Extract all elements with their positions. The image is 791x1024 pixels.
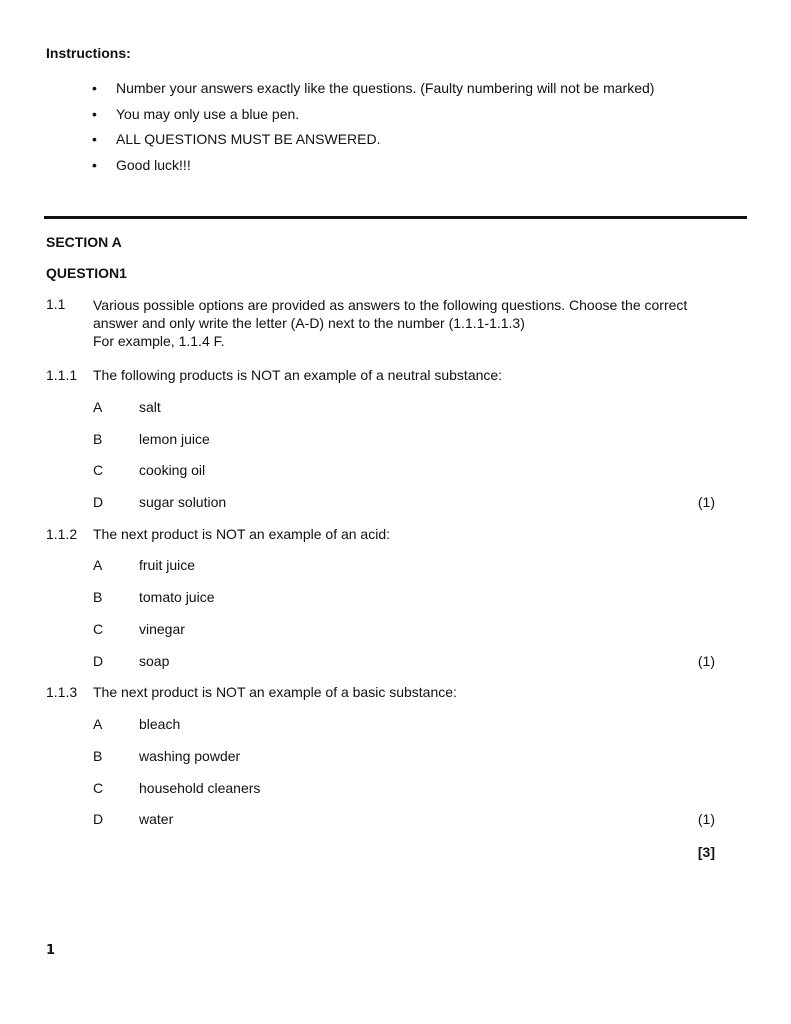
- question-mark: (1): [697, 494, 715, 510]
- option-letter: C: [93, 621, 104, 637]
- bullet-icon: •: [92, 80, 97, 96]
- option-letter: D: [93, 494, 104, 510]
- option-text: cooking oil: [139, 462, 206, 478]
- option-text: fruit juice: [139, 557, 196, 573]
- option-text: bleach: [139, 716, 181, 732]
- option-text: sugar solution: [139, 494, 227, 510]
- instructions-title: Instructions:: [46, 45, 131, 61]
- instruction-item: • Number your answers exactly like the questions. (Faulty numbering will not be marked): [92, 80, 655, 96]
- option-letter: A: [93, 557, 103, 573]
- section-title: SECTION A: [46, 234, 122, 250]
- bullet-icon: •: [92, 131, 97, 147]
- question-text: The next product is NOT an example of an acid:: [93, 526, 391, 542]
- intro-number: 1.1: [46, 296, 66, 312]
- option-letter: D: [93, 811, 104, 827]
- option-letter: D: [93, 653, 104, 669]
- question-mark: (1): [697, 653, 715, 669]
- section-divider: [44, 216, 747, 219]
- instruction-item: • You may only use a blue pen.: [92, 105, 300, 122]
- question-number: 1.1.1: [46, 367, 78, 383]
- question-mark: (1): [697, 811, 715, 827]
- option-text: water: [139, 811, 174, 827]
- option-letter: C: [93, 780, 104, 796]
- instruction-item: • ALL QUESTIONS MUST BE ANSWERED.: [92, 131, 381, 147]
- option-text: lemon juice: [139, 431, 210, 447]
- question-number: 1.1.2: [46, 526, 78, 542]
- total-marks: [3]: [697, 844, 715, 860]
- option-text: vinegar: [139, 621, 185, 637]
- bullet-icon: •: [92, 156, 97, 173]
- question-number: 1.1.3: [46, 684, 78, 700]
- option-letter: B: [93, 589, 103, 605]
- option-text: tomato juice: [139, 589, 215, 605]
- option-text: washing powder: [139, 748, 241, 764]
- option-text: soap: [139, 653, 170, 669]
- instruction-item: • Good luck!!!: [92, 156, 191, 173]
- question-text: The following products is NOT an example of a neutral substance:: [93, 367, 503, 383]
- question-title: QUESTION1: [46, 265, 127, 281]
- instructions-list: [92, 79, 654, 181]
- option-letter: A: [93, 716, 103, 732]
- intro-text: Various possible options are provided as answers to the following questions. Choose the correct answer and only write the letter (A-D) next to the number (1.1.1-1.1.3) For example, 1.1.4 F.: [93, 297, 688, 349]
- page-number: 1: [46, 943, 56, 958]
- option-letter: B: [93, 431, 103, 447]
- option-text: household cleaners: [139, 780, 261, 796]
- option-letter: C: [93, 462, 104, 478]
- bullet-icon: •: [92, 105, 97, 122]
- option-text: salt: [139, 399, 161, 415]
- option-letter: B: [93, 748, 103, 764]
- question-text: The next product is NOT an example of a basic substance:: [93, 684, 457, 700]
- option-letter: A: [93, 399, 103, 415]
